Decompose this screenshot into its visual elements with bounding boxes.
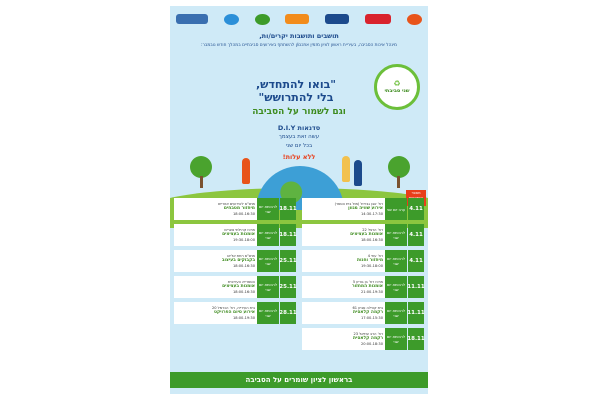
- tree-trunk: [397, 176, 400, 188]
- headline-line1: "בואו להתחדש,: [255, 78, 337, 91]
- heart-logo: [255, 14, 270, 25]
- event-card: [302, 276, 424, 298]
- tree-icon: [388, 156, 410, 178]
- greeting-title: תושבים ותושבות יקרים/ות,: [259, 32, 339, 40]
- event-details: [174, 276, 257, 298]
- event-time: 18:00-16:30: [232, 263, 255, 268]
- event-card: [302, 302, 424, 324]
- globe-logo: [224, 14, 239, 25]
- event-details: [302, 276, 385, 298]
- event-day: לרבותא יום שני: [385, 250, 407, 272]
- event-card: [302, 224, 424, 246]
- badge-label: שני סביבתי: [384, 88, 410, 94]
- headline-subtitle: וגם לשמור על הסביבה: [252, 107, 346, 117]
- person-illustration: [354, 160, 362, 186]
- event-details: [174, 224, 257, 246]
- event-location: מרכז רח' בן גוריון 5: [352, 279, 383, 284]
- footer-banner: בראשון לציון שומרים על הסביבה: [170, 372, 428, 388]
- event-details: [302, 198, 385, 220]
- partner-logo: [285, 14, 309, 24]
- schedule-column-left: [174, 198, 296, 328]
- event-day: לרבותא יום שני: [257, 224, 279, 246]
- event-location: בית העירייה, רח' הכרמל 20: [211, 305, 255, 310]
- limited-places-tag: מספר: [406, 190, 426, 206]
- event-activity: בקבוקים בעיצוב: [221, 258, 255, 264]
- event-card: [174, 302, 296, 324]
- event-day: לרבותא יום שני: [257, 302, 279, 324]
- person-illustration: [242, 158, 250, 184]
- event-date: 4.11: [408, 198, 424, 220]
- event-activity: מיחזור מטבחים: [223, 206, 255, 212]
- event-date: 11.11: [408, 276, 424, 298]
- event-date: 18.11: [280, 224, 296, 246]
- headline-line2: בלי להתרושש": [258, 91, 334, 104]
- event-date: 18.11: [280, 198, 296, 220]
- tree-icon: [190, 156, 212, 178]
- event-date: 25.11: [280, 276, 296, 298]
- event-date: 28.11: [280, 302, 296, 324]
- event-time: 19:30-18:00: [232, 237, 255, 242]
- event-time: 17:00-15:30: [360, 315, 383, 320]
- event-activity: מיחזור וחנות: [357, 258, 383, 264]
- event-location: רח' הרב עוזיאל 23: [353, 331, 383, 336]
- schedule-column-right: [302, 198, 424, 354]
- event-time: 21:00-19:30: [360, 289, 383, 294]
- event-date: 18.11: [408, 328, 424, 350]
- event-date: 25.11: [280, 250, 296, 272]
- headline: [216, 78, 376, 104]
- event-location: הספרייה העירונית: [227, 279, 255, 284]
- event-card: [302, 328, 424, 350]
- event-location: רח' אבן גבירול (מול בית הספר): [334, 201, 383, 206]
- event-activity: אומנות בעציצים: [222, 232, 255, 238]
- event-card: [302, 198, 424, 220]
- event-day: לרבותא יום שני: [385, 224, 407, 246]
- event-details: [302, 250, 385, 272]
- event-day: לרבותא יום שני: [257, 250, 279, 272]
- event-activity: אירוע שוויה מגוון: [348, 206, 383, 212]
- event-poster: [170, 6, 428, 394]
- event-card: [174, 276, 296, 298]
- org-logo: [365, 14, 391, 24]
- free-label: ללא עלות!: [282, 153, 316, 161]
- event-card: [174, 198, 296, 220]
- event-activity: אומנות המחזור: [351, 284, 383, 290]
- event-details: [302, 224, 385, 246]
- tree-trunk: [200, 176, 203, 188]
- event-day: ערב יום שני: [385, 198, 407, 220]
- event-time: 19:30-18:00: [360, 263, 383, 268]
- event-time: 20:00-18:30: [360, 341, 383, 346]
- recycle-badge: [374, 64, 420, 110]
- diy-title: סדנאות D.I.Y: [277, 124, 321, 132]
- event-time: 14:30-17:30: [360, 211, 383, 216]
- event-schedule: [174, 198, 424, 370]
- event-date: 4.11: [408, 224, 424, 246]
- event-activity: אירוע סיום הפרויקט: [213, 310, 255, 316]
- event-day: לרבותא יום שני: [385, 276, 407, 298]
- event-time: 18:00-16:30: [232, 289, 255, 294]
- recycle-icon: ♻: [393, 79, 401, 88]
- event-details: [302, 302, 385, 324]
- logo-bar: [176, 10, 422, 28]
- event-time: 18:00-16:30: [360, 237, 383, 242]
- sponsor-logo: [407, 14, 422, 25]
- event-card: [174, 224, 296, 246]
- event-location: מרכז קהילתי נוצרים: [224, 227, 255, 232]
- event-location: מתנ"ס רמת אליהו: [227, 253, 255, 258]
- culture-logo: [325, 14, 349, 24]
- event-details: [302, 328, 385, 350]
- event-details: [174, 250, 257, 272]
- event-time: 18:00-19:30: [232, 315, 255, 320]
- event-date: 11.11: [408, 302, 424, 324]
- event-activity: רקמה קלאסית: [353, 310, 383, 316]
- event-day: לרבותא יום שני: [385, 302, 407, 324]
- event-time: 18:00-16:30: [232, 211, 255, 216]
- diy-line1: עשה זאת בעצמך: [278, 134, 320, 140]
- event-date: 4.11: [408, 250, 424, 272]
- event-activity: רקמה קלאסית: [353, 336, 383, 342]
- municipality-logo: [176, 14, 208, 24]
- person-illustration: [342, 156, 350, 182]
- event-location: בית קהילה סביון 61: [352, 305, 383, 310]
- event-location: רח' הרצל 22: [362, 227, 383, 232]
- event-day: לרבותא יום שני: [257, 198, 279, 220]
- event-location: מתנ"ס לאירועים אזוריים: [218, 201, 255, 206]
- event-details: [174, 302, 257, 324]
- event-day: לרבותא יום שני: [257, 276, 279, 298]
- diy-line2: בכל יום שני: [285, 143, 313, 149]
- event-day: לרבותא יום שני: [385, 328, 407, 350]
- event-details: [174, 198, 257, 220]
- event-activity: אומנות בעציצים: [350, 232, 383, 238]
- intro-text: מינהל איכות הסביבה, בעיריית ראשון לציון מזמין אתכם/ן להשתתף באירועים סביבתיים במהלך חודש נובמבר:: [201, 43, 397, 48]
- event-card: [302, 250, 424, 272]
- event-card: [174, 250, 296, 272]
- event-location: רח' עוזי 4: [367, 253, 383, 258]
- event-activity: אומנות בעציצים: [222, 284, 255, 290]
